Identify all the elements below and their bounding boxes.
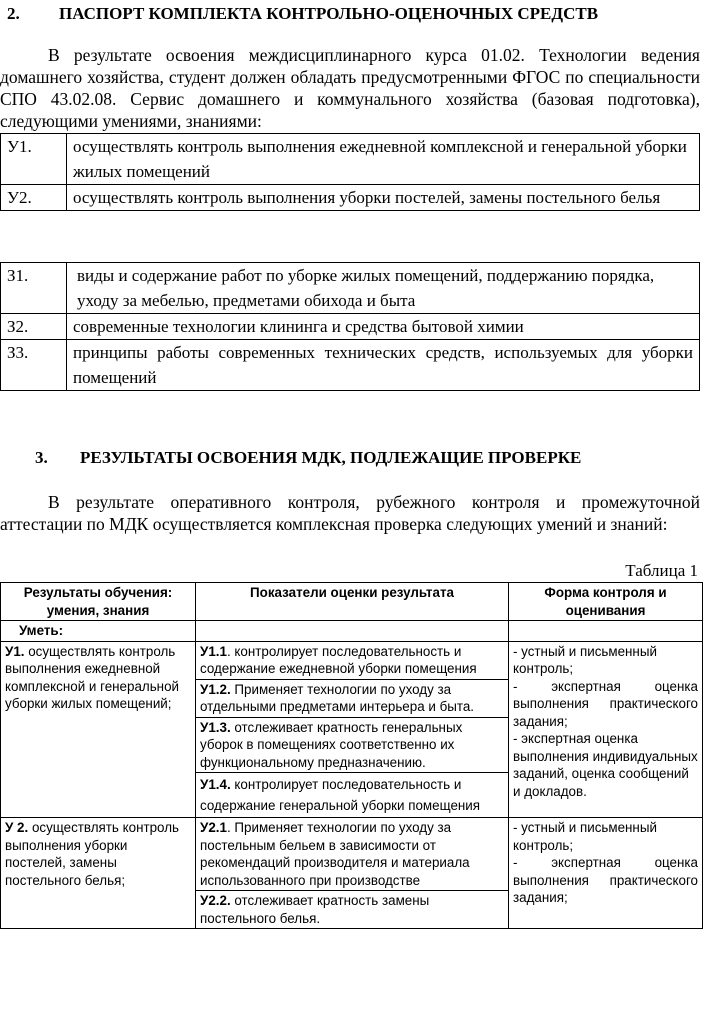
skill-text: осуществлять контроль выполнения ежедневной комплексной и генеральной уборки жилых помещений (67, 134, 700, 185)
knowledge-table (0, 262, 700, 391)
table-row (1, 134, 700, 185)
form-item: - устный и письменный контроль; (513, 820, 657, 853)
indicator-cell (196, 773, 509, 818)
indicator-text: отслеживает кратность замены постельного белья. (200, 893, 430, 926)
result-cell (1, 818, 196, 929)
column-header: Показатели оценки результата (196, 583, 509, 621)
table-header-row (1, 583, 703, 621)
table-row (1, 340, 700, 391)
indicator-code: У1.3. (200, 719, 231, 735)
indicator-code: У1.1 (200, 643, 227, 659)
empty-cell (196, 621, 509, 642)
indicator-code: У2.1 (200, 820, 227, 835)
indicator-text: . контролирует последовательность и содержание ежедневной уборки помещения (200, 643, 477, 676)
indicator-text: отслеживает кратность генеральных уборок в помещениях соответственно их функциональному предназначению. (200, 719, 463, 770)
group-row (1, 621, 703, 642)
form-cell (509, 641, 703, 818)
skill-text: осуществлять контроль выполнения уборки постелей, замены постельного белья (67, 185, 700, 211)
indicator-cell (196, 891, 509, 929)
indicator-text: Применяет технологии по уходу за отдельными предметами интерьера и быта. (200, 681, 475, 714)
result-code: У1. (5, 643, 25, 659)
results-table (0, 582, 703, 929)
section-3-intro: В результате оперативного контроля, рубежного контроля и промежуточной аттестации по МДК осуществляется комплексная проверка следующих умений и знаний: (0, 492, 700, 534)
result-cell (1, 641, 196, 818)
section-2-title: ПАСПОРТ КОМПЛЕКТА КОНТРОЛЬНО-ОЦЕНОЧНЫХ СРЕДСТВ (59, 4, 599, 23)
skill-code: У2. (1, 185, 67, 211)
knowledge-code: З2. (1, 314, 67, 340)
form-cell (509, 818, 703, 929)
section-3-number: 3. (35, 448, 48, 467)
column-header: Форма контроля и оценивания (509, 583, 703, 621)
indicator-cell (196, 679, 509, 717)
form-item: - экспертная оценка выполнения практического задания; (513, 855, 698, 905)
indicator-cell (196, 641, 509, 679)
indicator-cell (196, 717, 509, 773)
form-item: - экспертная оценка выполнения индивидуальных заданий, оценка сообщений и докладов. (513, 731, 698, 799)
indicator-code: У1.4. (200, 777, 231, 792)
group-label: Уметь: (1, 621, 196, 642)
indicator-code: У1.2. (200, 681, 231, 697)
knowledge-text: виды и содержание работ по уборке жилых помещений, поддержанию порядка, уходу за мебелью, предметами обихода и быта (67, 263, 700, 314)
indicator-cell (196, 818, 509, 891)
section-2-intro: В результате освоения междисциплинарного курса 01.02. Технологии ведения домашнего хозяйства, студент должен обладать предусмотренными ФГОС по специальности СПО 43.02.08. Сервис домашнего и коммунального хозяйства (базовая подготовка), следующими умениями, знаниями: (0, 45, 700, 131)
empty-cell (509, 621, 703, 642)
knowledge-text: принципы работы современных технических средств, используемых для уборки помещений (67, 340, 700, 391)
knowledge-text: современные технологии клининга и средства бытовой химии (67, 314, 700, 340)
result-text: осуществлять контроль выполнения уборки постелей, замены постельного белья; (5, 820, 179, 888)
column-header: Результаты обучения: умения, знания (1, 583, 196, 621)
section-2-number: 2. (7, 4, 20, 23)
result-text: осуществлять контроль выполнения ежедневной комплексной и генеральной уборки жилых помещений; (5, 643, 180, 711)
table-row (1, 263, 700, 314)
form-item: - устный и письменный контроль; (513, 643, 657, 676)
skill-code: У1. (1, 134, 67, 185)
section-3-title: РЕЗУЛЬТАТЫ ОСВОЕНИЯ МДК, ПОДЛЕЖАЩИЕ ПРОВЕРКЕ (80, 448, 582, 467)
knowledge-code: З3. (1, 340, 67, 391)
result-code: У 2. (5, 820, 29, 835)
indicator-text: . Применяет технологии по уходу за постельным бельем в зависимости от рекомендаций производителя и материала использованного при производстве (200, 820, 470, 888)
indicator-text: контролирует последовательность и содержание генеральной уборки помещения (200, 777, 481, 813)
knowledge-code: З1. (1, 263, 67, 314)
table-row (1, 818, 703, 891)
table-row (1, 314, 700, 340)
skills-table (0, 133, 700, 211)
table-row (1, 185, 700, 211)
form-item: - экспертная оценка выполнения практического задания; (513, 678, 698, 729)
table-row (1, 641, 703, 679)
table-caption: Таблица 1 (625, 561, 698, 580)
indicator-code: У2.2. (200, 893, 231, 908)
